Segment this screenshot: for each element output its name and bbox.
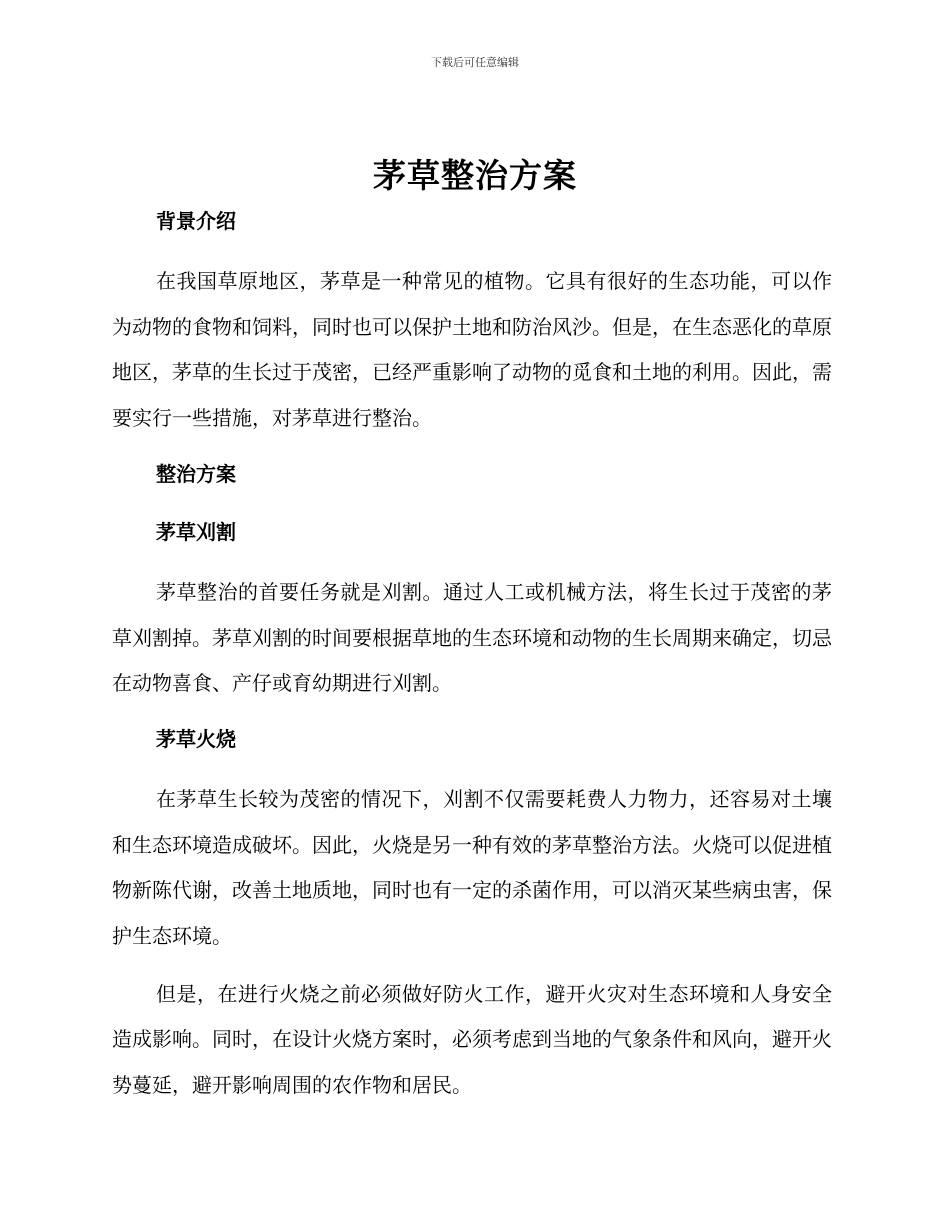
section-heading-plan: 整治方案 xyxy=(156,461,236,486)
document-title: 茅草整治方案 xyxy=(373,156,577,195)
paragraph-mowing: 茅草整治的首要任务就是刈割。通过人工或机械方法，将生长过于茂密的茅草刈割掉。茅草刈割的时间要根据草地的生态环境和动物的生长周期来确定，切忌在动物喜食、产仔或育幼期进行刈割。 xyxy=(112,579,832,696)
section-heading-burning: 茅草火烧 xyxy=(156,726,236,751)
paragraph-background: 在我国草原地区，茅草是一种常见的植物。它具有很好的生态功能，可以作为动物的食物和饲料，同时也可以保护土地和防治风沙。但是，在生态恶化的草原地区，茅草的生长过于茂密，已经严重影响了动物的觅食和土地的利用。因此，需要实行一些措施，对茅草进行整治。 xyxy=(112,269,832,431)
paragraph-burning-2: 但是，在进行火烧之前必须做好防火工作，避开火灾对生态环境和人身安全造成影响。同时，在设计火烧方案时，必须考虑到当地的气象条件和风向，避开火势蔓延，避开影响周围的农作物和居民。 xyxy=(112,981,832,1098)
document-body xyxy=(112,201,832,1121)
paragraph-burning-1: 在茅草生长较为茂密的情况下，刈割不仅需要耗费人力物力，还容易对土壤和生态环境造成破坏。因此，火烧是另一种有效的茅草整治方法。火烧可以促进植物新陈代谢，改善土地质地，同时也有一定的杀菌作用，可以消灭某些病虫害，保护生态环境。 xyxy=(112,786,832,949)
page-header-note: 下载后可任意编辑 xyxy=(431,56,519,69)
section-heading-background: 背景介绍 xyxy=(156,209,236,233)
section-heading-mowing: 茅草刈割 xyxy=(156,519,236,544)
